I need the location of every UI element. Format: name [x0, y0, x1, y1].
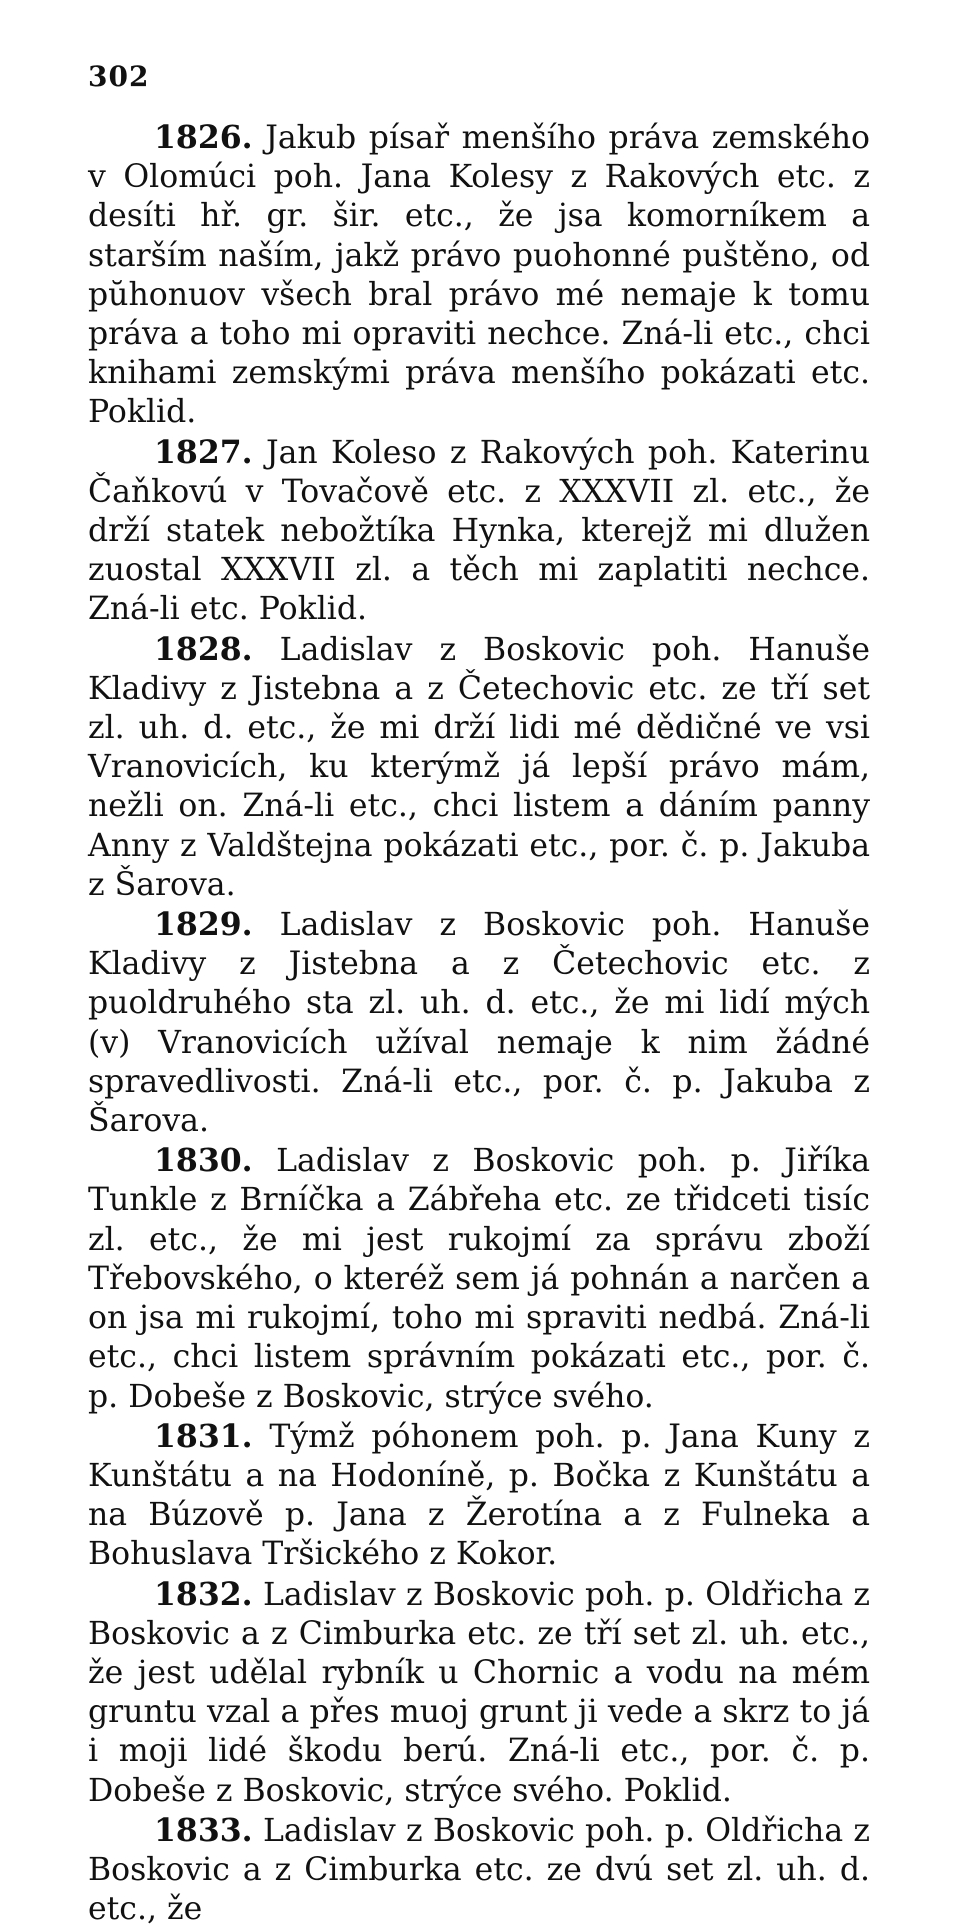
- entry-text: Týmž póhonem poh. p. Jana Kuny z Kunštátu a na Hodoníně, p. Bočka z Kunštátu a na Búzově p. Jana z Žerotína a z Fulneka a Bohuslava Tršického z Kokor.: [88, 1418, 870, 1573]
- entry-number: 1830.: [154, 1142, 253, 1180]
- entry-text: Ladislav z Boskovic poh. p. Jiříka Tunkle z Brníčka a Zábřeha etc. ze třidceti tisíc zl. etc., že mi jest rukojmí za správu zboží Třebovského, o kteréž sem já pohnán a narčen a on jsa mi rukojmí, toho mi spraviti nedbá. Zná-li etc., chci listem správním pokázati etc., por. č. p. Dobeše z Boskovic, strýce svého.: [88, 1143, 870, 1415]
- entry-1827: [88, 433, 870, 630]
- entry-1828: [88, 630, 870, 905]
- entries-list: [88, 118, 870, 1929]
- entry-text: Ladislav z Boskovic poh. Hanuše Kladivy z Jistebna a z Četechovic etc. z puoldruhého sta zl. uh. d. etc., že mi lidí mých (v) Vranovicích užíval nemaje k nim žádné spravedlivosti. Zná-li etc., por. č. p. Jakuba z Šarova.: [88, 907, 871, 1140]
- entry-1831: [88, 1417, 870, 1575]
- entry-text: Jan Koleso z Rakových poh. Katerinu Čaňkovú v Tovačově etc. z XXXVII zl. etc., že drží statek nebožtíka Hynka, kterejž mi dlužen zuostal XXXVII zl. a těch mi zaplatiti nechce. Zná-li etc. Poklid.: [88, 434, 870, 628]
- entry-text: Ladislav z Boskovic poh. p. Oldřicha z Boskovic a z Cimburka etc. ze tří set zl. uh. etc., že jest udělal rybník u Chornic a vodu na mém gruntu vzal a přes muoj grunt ji vede a skrz to já i mоji lidé škodu berú. Zná-li etc., por. č. p. Dobeše z Boskovic, strýce svého. Poklid.: [88, 1576, 870, 1809]
- entry-1826: [88, 118, 870, 433]
- page-number: 302: [88, 60, 150, 93]
- entry-number: 1829.: [154, 906, 253, 944]
- entry-1830: [88, 1141, 870, 1416]
- entry-1833: [88, 1811, 870, 1929]
- entry-number: 1828.: [154, 630, 253, 668]
- entry-number: 1826.: [154, 119, 253, 156]
- entry-text: Ladislav z Boskovic poh. p. Oldřicha z Boskovic a z Cimburka etc. ze dvú set zl. uh. d. etc., že: [88, 1812, 870, 1928]
- entry-1829: [88, 905, 870, 1141]
- entry-text: Ladislav z Boskovic poh. Hanuše Kladivy z Jistebna a z Četechovic etc. ze tří set zl. uh. d. etc., že mi drží lidi mé dědičné ve vsi Vranovicích, ku kterýmž já lepší právo mám, nežli on. Zná-li etc., chci listem a dáním panny Anny z Valdštejna pokázati etc., por. č. p. Jakuba z Šarova.: [88, 631, 871, 903]
- entry-text: Jakub písař menšího práva zemského v Olomúci poh. Jana Kolesy z Rakových etc. z desíti hř. gr. šir. etc., že jsa komorníkem a starším naším, jakž právo puohonné puštěno, od pŭhonuov všech bral právo mé nemaje k tomu práva a toho mi opraviti nechce. Zná-li etc., chci knihami zemskými práva menšího pokázati etc. Poklid.: [88, 120, 870, 431]
- entry-number: 1833.: [154, 1811, 253, 1849]
- entry-number: 1827.: [154, 433, 253, 471]
- entry-number: 1831.: [154, 1417, 253, 1455]
- entry-1832: [88, 1575, 870, 1811]
- entry-number: 1832.: [154, 1575, 253, 1613]
